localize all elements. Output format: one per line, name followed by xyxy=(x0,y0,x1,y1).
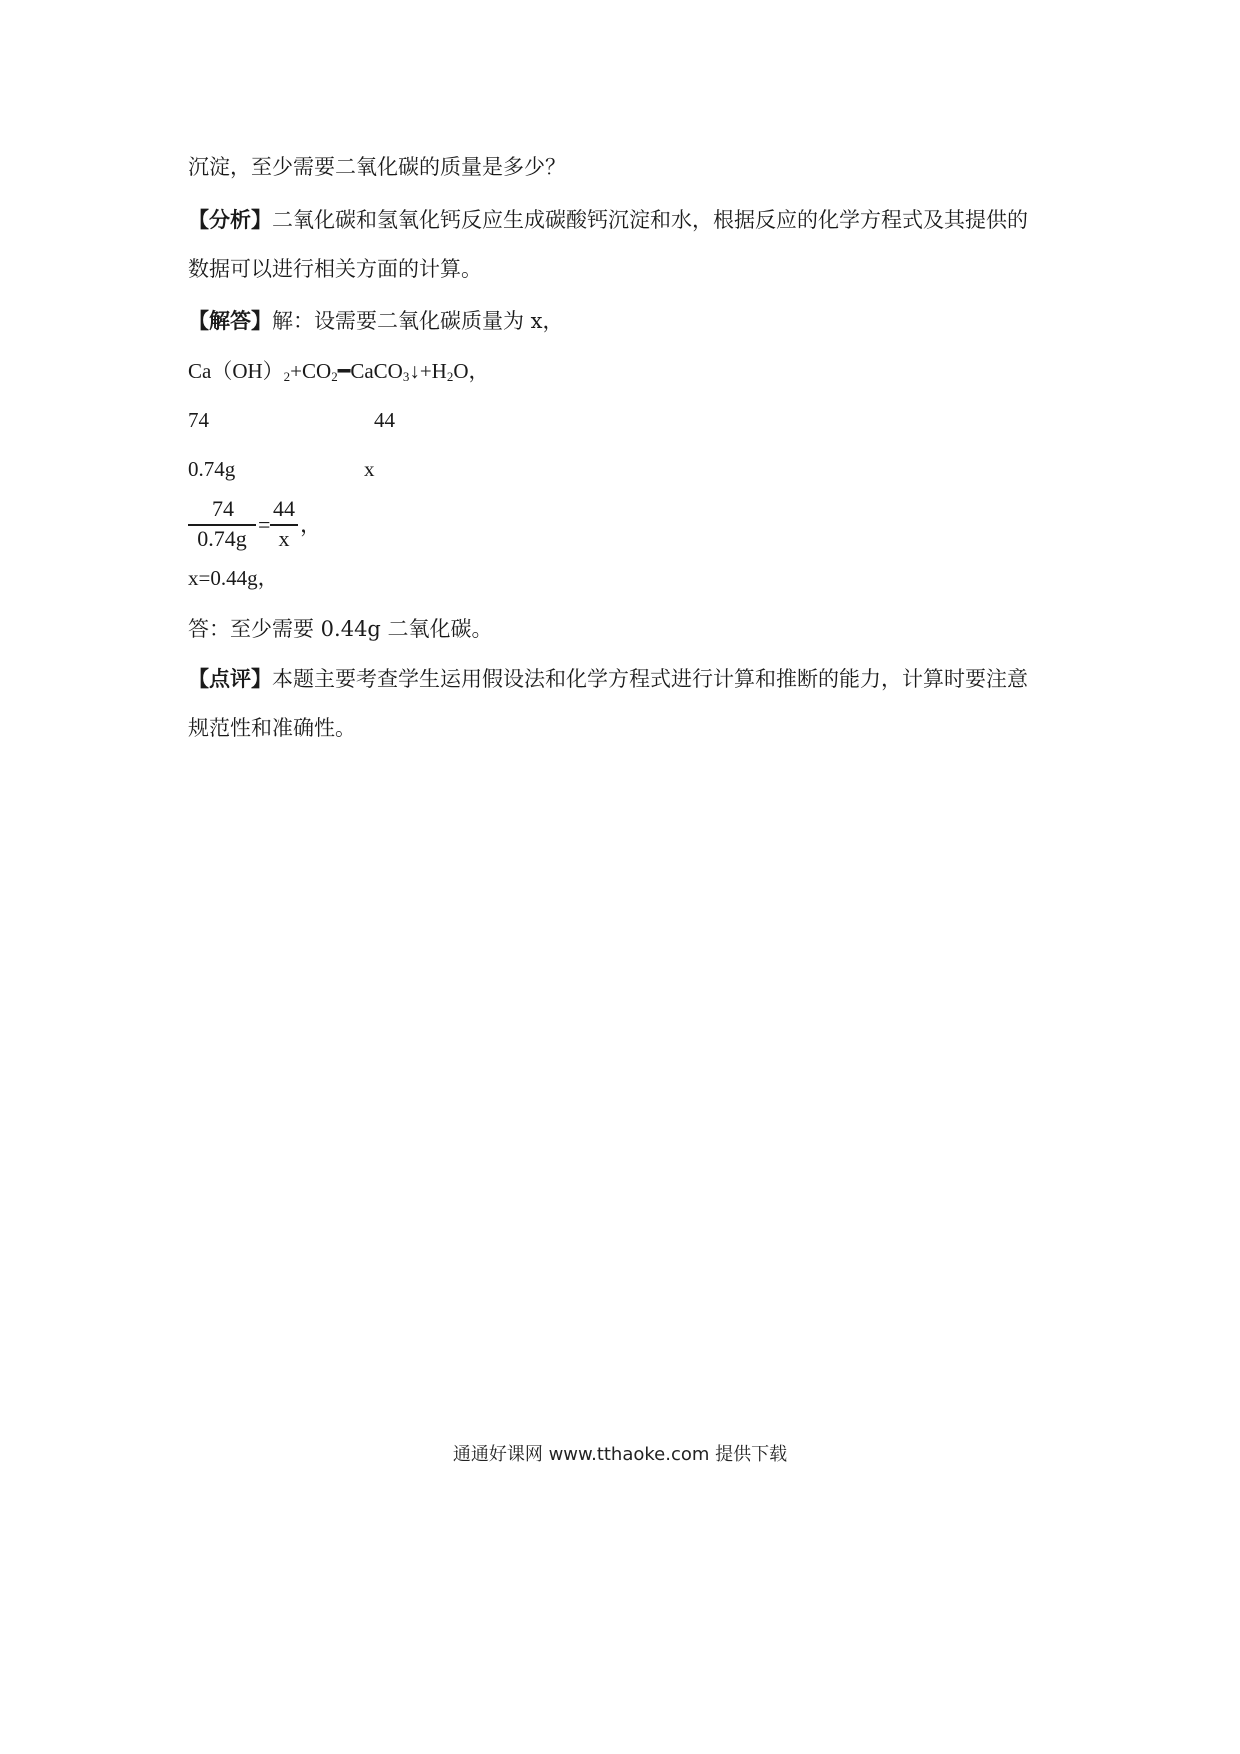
answer-tag: 【解答】 xyxy=(188,309,272,333)
analysis-text-1: 二氧化碳和氢氧化钙反应生成碳酸钙沉淀和水，根据反应的化学方程式及其提供的 xyxy=(272,208,1028,232)
fraction-num-left: 74 xyxy=(212,496,234,521)
analysis-tag: 【分析】 xyxy=(188,208,272,232)
fraction-num-right: 44 xyxy=(273,496,295,521)
analysis-line-1 xyxy=(188,205,1028,235)
question-tail: 沉淀，至少需要二氧化碳的质量是多少？ xyxy=(188,155,566,179)
fraction-equals: = xyxy=(258,512,271,537)
mass-74: 74 xyxy=(188,408,209,432)
comment-tag: 【点评】 xyxy=(188,667,272,691)
comment-text-1: 本题主要考查学生运用假设法和化学方程式进行计算和推断的能力，计算时要注意 xyxy=(272,667,1028,691)
value-074g: 0.74g xyxy=(188,457,236,481)
answer-intro: 解：设需要二氧化碳质量为 x， xyxy=(272,309,564,333)
mass-44: 44 xyxy=(374,408,395,432)
conclusion-line: 答：至少需要 0.44g 二氧化碳。 xyxy=(188,617,493,641)
fraction-den-right: x xyxy=(278,526,290,551)
chemical-equation: $Ca(OH)_2+CO_2━CaCO_3↓+H_2O$， xyxy=(188,359,490,384)
proportion-fraction xyxy=(188,494,328,554)
analysis-line-2: 数据可以进行相关方面的计算。 xyxy=(188,257,482,281)
answer-intro-line xyxy=(188,306,564,336)
comment-line-1 xyxy=(188,664,1028,694)
result-line: x=0.44g， xyxy=(188,566,279,590)
comment-line-2: 规范性和准确性。 xyxy=(188,716,356,740)
fraction-den-left: 0.74g xyxy=(197,526,247,551)
value-x: x xyxy=(364,457,375,481)
fraction-comma: ， xyxy=(300,512,323,537)
page-footer: 通通好课网 www.tthaoke.com 提供下载 xyxy=(452,1444,788,1465)
